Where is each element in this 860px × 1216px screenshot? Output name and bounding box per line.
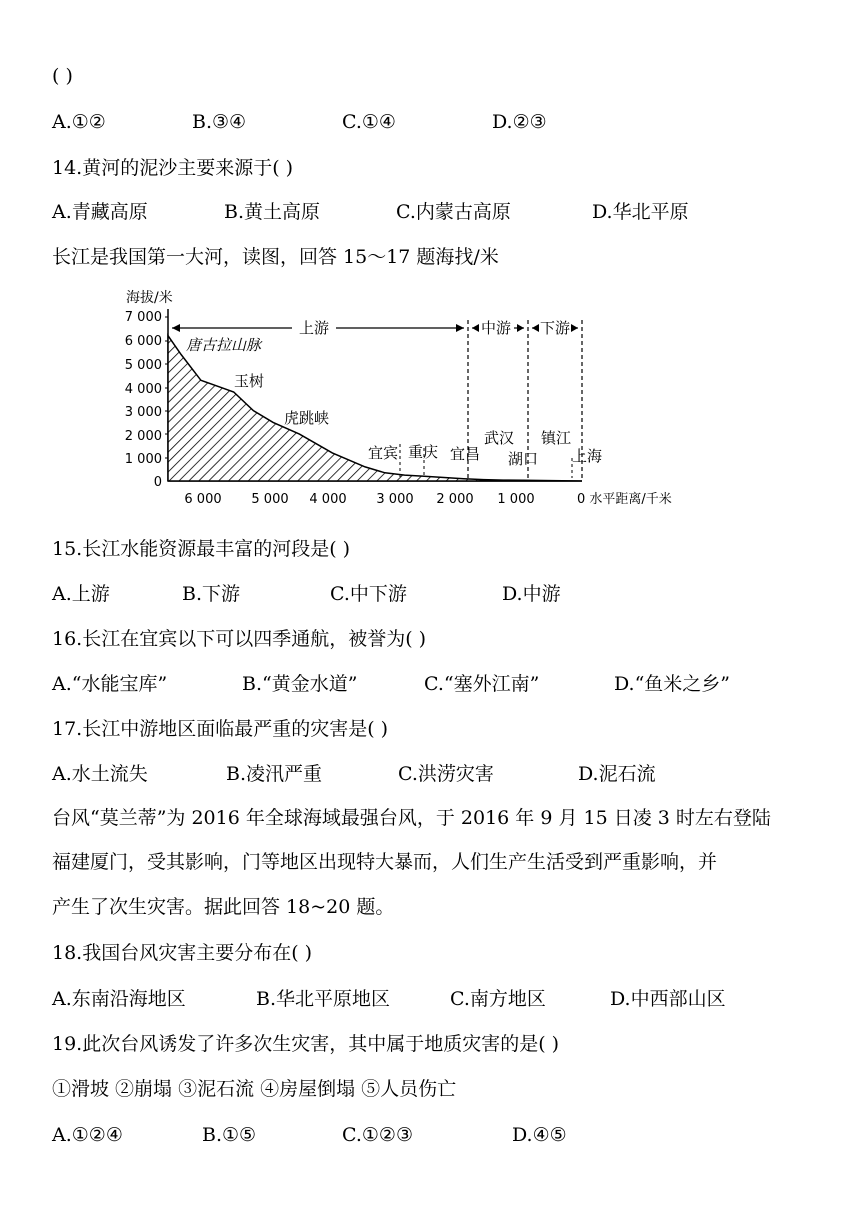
q16-stem: 16.长江在宜宾以下可以四季通航，被誉为( ) — [52, 628, 427, 650]
place-hutiaoxia: 虎跳峡 — [284, 409, 330, 427]
x-tick-5000: 5 000 — [251, 492, 289, 507]
q19-option-c: C.①②③ — [342, 1124, 413, 1146]
place-yichang: 宜昌 — [450, 445, 481, 463]
place-chongqing: 重庆 — [408, 443, 439, 461]
x-tick-3000: 3 000 — [376, 492, 414, 507]
q13-option-d: D.②③ — [492, 111, 547, 133]
q17-option-c: C.洪涝灾害 — [398, 763, 494, 785]
q15-option-b: B.下游 — [182, 583, 241, 605]
y-tick-1000: 1 000 — [124, 452, 162, 467]
place-tanggula: 唐古拉山脉 — [186, 336, 262, 354]
y-tick-7000: 7 000 — [124, 310, 162, 325]
q14-option-b: B.黄土高原 — [224, 201, 321, 223]
y-tick-6000: 6 000 — [124, 334, 162, 349]
q13-option-a: A.①② — [52, 111, 106, 133]
q18-option-a: A.东南沿海地区 — [52, 988, 186, 1010]
place-zhenjiang: 镇江 — [541, 429, 572, 447]
q13-answer-blank: ( ) — [52, 65, 73, 87]
section-arrows — [172, 324, 578, 332]
q19-items: ①滑坡 ②崩塌 ③泥石流 ④房屋倒塌 ⑤人员伤亡 — [52, 1078, 457, 1100]
q14-option-a: A.青藏高原 — [52, 201, 148, 223]
q17-option-d: D.泥石流 — [578, 763, 656, 785]
q19-stem: 19.此次台风诱发了许多次生灾害，其中属于地质灾害的是( ) — [52, 1033, 560, 1055]
place-yibin: 宜宾 — [368, 444, 399, 462]
intro-18-20-line-3: 产生了次生灾害。据此回答 18~20 题。 — [52, 896, 395, 918]
y-tick-5000: 5 000 — [124, 358, 162, 373]
intro-18-20-line-2: 福建厦门，受其影响，门等地区出现特大暴而，人们生产生活受到严重影响，并 — [52, 851, 718, 873]
q19-option-a: A.①②④ — [52, 1124, 123, 1146]
q16-option-a: A.“水能宝库” — [52, 673, 168, 695]
section-upper: 上游 — [298, 319, 330, 337]
x-tick-4000: 4 000 — [309, 492, 347, 507]
q16-option-b: B.“黄金水道” — [242, 673, 358, 695]
q14-option-c: C.内蒙古高原 — [396, 201, 511, 223]
q18-stem: 18.我国台风灾害主要分布在( ) — [52, 942, 313, 964]
x-tick-2000: 2 000 — [436, 492, 474, 507]
intro-15-17: 长江是我国第一大河，读图，回答 15～17 题海找/米 — [52, 246, 499, 268]
q19-option-b: B.①⑤ — [202, 1124, 257, 1146]
x-tick-6000: 6 000 — [184, 492, 222, 507]
q15-option-a: A.上游 — [52, 583, 110, 605]
chart-y-axis-label: 海拔/米 — [126, 290, 173, 306]
y-tick-2000: 2 000 — [124, 429, 162, 444]
q18-option-c: C.南方地区 — [450, 988, 546, 1010]
section-lower: 下游 — [539, 319, 571, 337]
q16-option-d: D.“鱼米之乡” — [614, 673, 731, 695]
q15-stem: 15.长江水能资源最丰富的河段是( ) — [52, 538, 351, 560]
x-tick-1000: 1 000 — [497, 492, 535, 507]
q15-option-d: D.中游 — [502, 583, 561, 605]
place-hukou: 湖口 — [508, 450, 539, 468]
q18-option-b: B.华北平原地区 — [256, 988, 391, 1010]
chart-y-ticks — [125, 310, 168, 490]
x-axis-label: 0 水平距离/千米 — [577, 492, 672, 507]
q19-option-d: D.④⑤ — [512, 1124, 567, 1146]
section-middle: 中游 — [480, 319, 512, 337]
place-yushu: 玉树 — [234, 372, 265, 390]
q17-stem: 17.长江中游地区面临最严重的灾害是( ) — [52, 718, 389, 740]
q18-option-d: D.中西部山区 — [610, 988, 726, 1010]
q13-option-c: C.①④ — [342, 111, 396, 133]
place-wuhan: 武汉 — [484, 429, 515, 447]
chart-x-ticks — [184, 491, 671, 507]
q16-option-c: C.“塞外江南” — [424, 673, 540, 695]
q14-option-d: D.华北平原 — [592, 201, 689, 223]
yangtze-profile-chart — [110, 282, 730, 514]
q15-option-c: C.中下游 — [330, 583, 407, 605]
q17-option-a: A.水土流失 — [52, 763, 148, 785]
y-tick-0: 0 — [153, 475, 162, 490]
intro-18-20-line-1: 台风“莫兰蒂”为 2016 年全球海域最强台风，于 2016 年 9 月 15 日凌 3 时左右登陆 — [52, 807, 771, 829]
place-shanghai: 上海 — [572, 447, 603, 465]
q17-option-b: B.凌汛严重 — [226, 763, 323, 785]
y-tick-3000: 3 000 — [124, 405, 162, 420]
y-tick-4000: 4 000 — [124, 382, 162, 397]
q14-stem: 14.黄河的泥沙主要来源于( ) — [52, 157, 294, 179]
q13-option-b: B.③④ — [192, 111, 247, 133]
